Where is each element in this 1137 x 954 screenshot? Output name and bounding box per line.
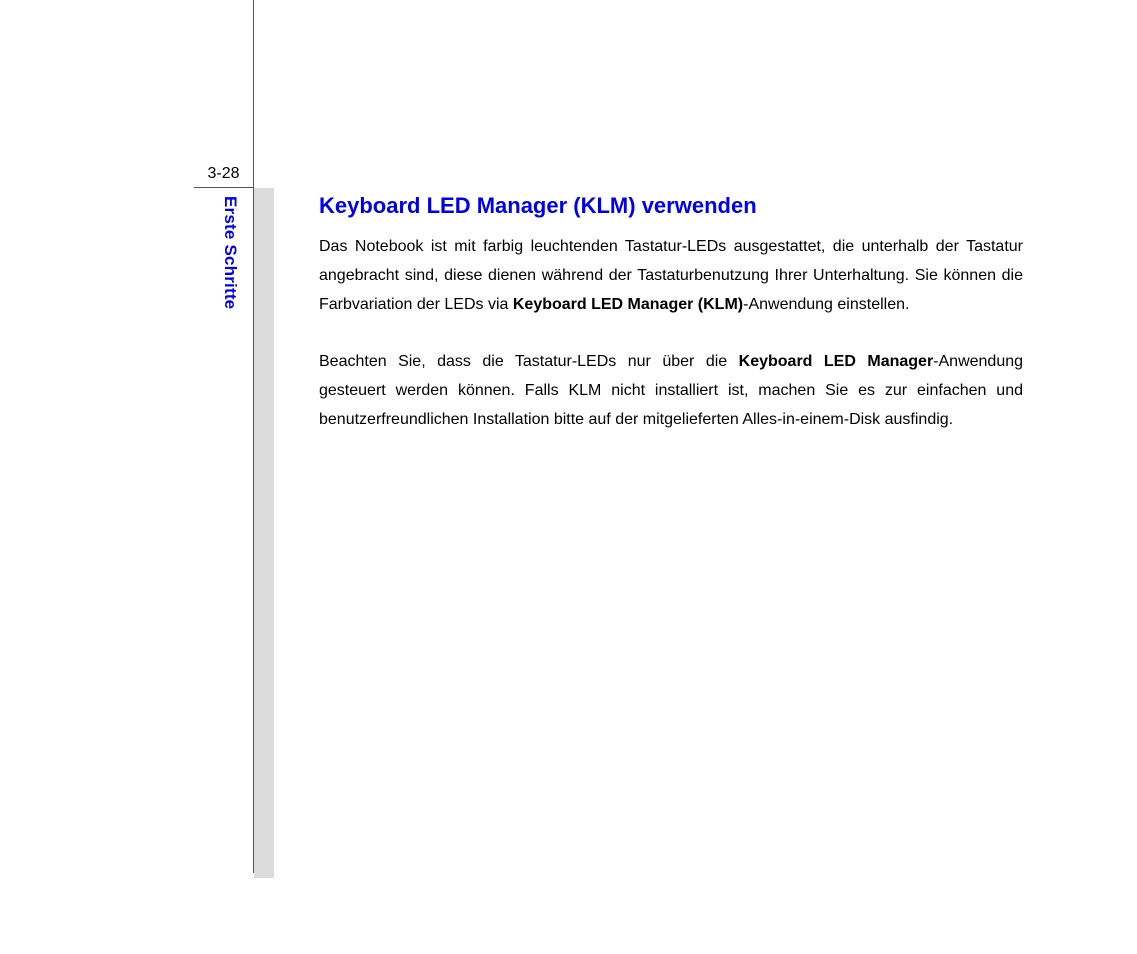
chapter-label: Erste Schritte (221, 196, 240, 310)
paragraph-note-text: Beachten Sie, dass die Tastatur-LEDs nur über die (319, 353, 739, 370)
section-title: Keyboard LED Manager (KLM) verwenden (319, 193, 757, 218)
main-content (319, 190, 1023, 462)
paragraph-note-text-end: -Anwendung gesteuert werden können. Falls KLM nicht installiert ist, machen Sie es zur einfachen und benutzerfreundlichen Installation bitte auf der mitgelieferten Alles-in-einem-Disk ausfindig. (319, 353, 1024, 428)
paragraph-intro-text: Das Notebook ist mit farbig leuchtenden Tastatur-LEDs ausgestattet, die unterhalb der Tastatur angebracht sind, diese dienen während der Tastaturbenutzung Ihrer Unterhaltung. Sie können die Farbvariation der LEDs via (319, 238, 1023, 313)
paragraph-note (319, 347, 1023, 434)
paragraph-intro-text-end: -Anwendung einstellen. (743, 296, 910, 313)
paragraph-note-bold: Keyboard LED Manager (738, 353, 934, 370)
paragraph-intro-bold: Keyboard LED Manager (KLM) (512, 296, 744, 313)
page-number-rule (194, 187, 254, 188)
margin-band (254, 188, 274, 878)
paragraph-intro (319, 232, 1023, 319)
page-number: 3-28 (207, 165, 240, 182)
